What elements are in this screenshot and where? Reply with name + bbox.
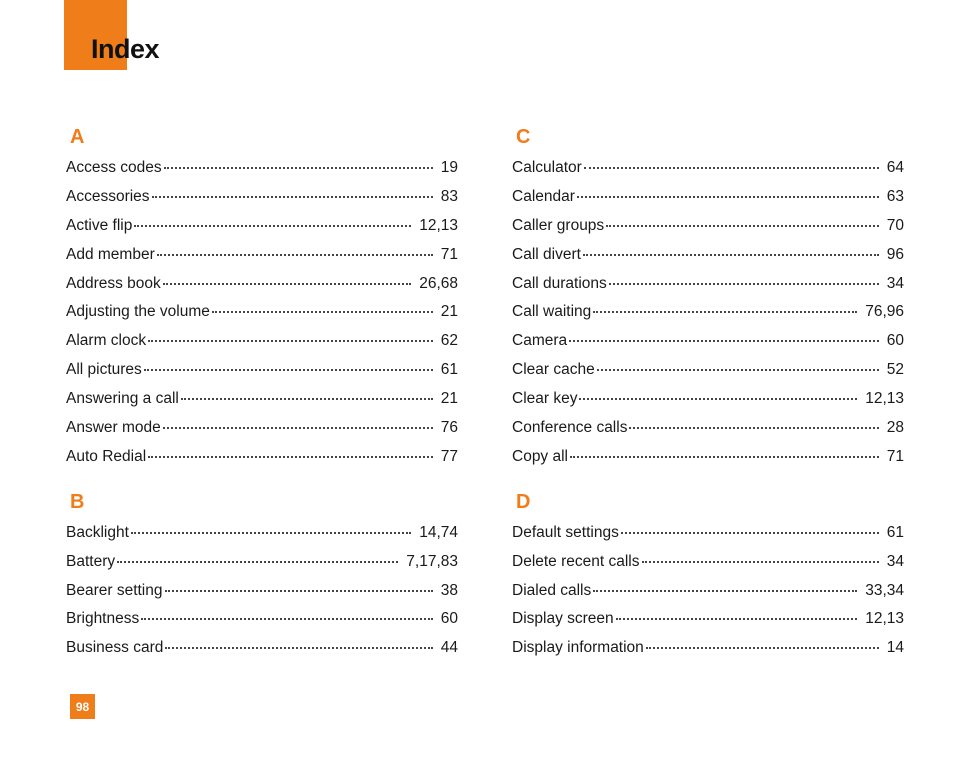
page-title: Index — [91, 34, 160, 64]
entry-page-ref: 26,68 — [419, 274, 458, 292]
entry-term: Camera — [512, 332, 568, 350]
entry-page-ref: 52 — [886, 361, 904, 379]
entry-page-ref: 76,96 — [865, 303, 904, 321]
index-entry — [66, 448, 458, 477]
index-entry — [66, 610, 458, 639]
section-letter: C — [516, 126, 531, 148]
index-entry — [512, 610, 904, 639]
entry-term: Answering a call — [66, 390, 179, 408]
dot-leader — [577, 196, 879, 198]
entry-page-ref: 83 — [440, 187, 458, 205]
entry-page-ref: 33,34 — [865, 581, 904, 599]
index-entry — [512, 188, 904, 217]
entry-term: Copy all — [512, 447, 568, 465]
entry-term: Answer mode — [66, 419, 161, 437]
entry-page-ref: 14 — [886, 639, 904, 657]
index-entry — [66, 419, 458, 448]
dot-leader — [165, 590, 433, 592]
dot-leader — [597, 369, 879, 371]
index-entry — [512, 361, 904, 390]
entry-term: Calendar — [512, 187, 575, 205]
index-entry — [66, 332, 458, 361]
index-column-left — [66, 123, 458, 668]
section-letter: B — [70, 490, 85, 513]
dot-leader — [646, 647, 879, 649]
entry-page-ref: 14,74 — [419, 523, 458, 541]
dot-leader — [164, 167, 433, 169]
index-entry — [512, 390, 904, 419]
entry-term: Add member — [66, 245, 155, 263]
entry-term: Delete recent calls — [512, 552, 640, 570]
index-entry — [512, 275, 904, 304]
index-entry — [66, 246, 458, 275]
entry-term: Default settings — [512, 523, 619, 541]
entry-page-ref: 21 — [440, 390, 458, 408]
entry-page-ref: 62 — [440, 332, 458, 350]
entry-page-ref: 77 — [440, 447, 458, 465]
index-entry — [512, 448, 904, 477]
entry-term: Alarm clock — [66, 332, 147, 350]
entry-page-ref: 64 — [886, 159, 904, 176]
dot-leader — [148, 340, 433, 342]
entry-page-ref: 38 — [440, 581, 458, 599]
dot-leader — [163, 283, 411, 285]
index-entry — [512, 524, 904, 553]
entry-page-ref: 34 — [886, 274, 904, 292]
entry-term: Call waiting — [512, 303, 592, 321]
entry-term: Accessories — [66, 187, 150, 205]
entry-page-ref: 44 — [440, 639, 458, 657]
entry-term: Display information — [512, 639, 644, 657]
entry-term: Caller groups — [512, 216, 605, 234]
dot-leader — [152, 196, 433, 198]
entry-page-ref: 71 — [440, 245, 458, 263]
entry-term: Address book — [66, 274, 161, 292]
entry-term: Conference calls — [512, 419, 628, 437]
page-number-badge: 98 — [70, 694, 95, 719]
entry-term: Battery — [66, 552, 116, 570]
index-entry — [512, 159, 904, 188]
dot-leader — [117, 561, 398, 563]
index-entry — [66, 524, 458, 553]
entry-term: Backlight — [66, 523, 129, 541]
entry-page-ref: 60 — [440, 610, 458, 628]
dot-leader — [583, 254, 879, 256]
entry-term: Active flip — [66, 216, 133, 234]
dot-leader — [629, 427, 878, 429]
index-section-a — [66, 123, 458, 477]
index-entry — [66, 188, 458, 217]
entry-term: Business card — [66, 639, 164, 657]
entry-term: Clear cache — [512, 361, 595, 379]
dot-leader — [212, 311, 433, 313]
index-entry — [66, 553, 458, 582]
index-entry — [66, 361, 458, 390]
index-section-b — [66, 488, 458, 668]
dot-leader — [606, 225, 879, 227]
dot-leader — [165, 647, 432, 649]
entry-term: Call divert — [512, 245, 581, 263]
dot-leader — [148, 456, 433, 458]
dot-leader — [579, 398, 857, 400]
index-column-right — [512, 123, 904, 668]
index-section-d — [512, 488, 904, 668]
index-entry — [66, 275, 458, 304]
dot-leader — [593, 590, 857, 592]
index-entry — [66, 217, 458, 246]
index-entry — [512, 332, 904, 361]
entry-term: Brightness — [66, 610, 140, 628]
dot-leader — [570, 456, 879, 458]
entry-term: Calculator — [512, 159, 582, 176]
entry-page-ref: 7,17,83 — [406, 552, 458, 570]
entry-term: Display screen — [512, 610, 614, 628]
entry-page-ref: 71 — [886, 447, 904, 465]
entry-page-ref: 19 — [440, 159, 458, 176]
entry-page-ref: 96 — [886, 245, 904, 263]
index-entry — [512, 553, 904, 582]
entry-page-ref: 61 — [440, 361, 458, 379]
entry-page-ref: 21 — [440, 303, 458, 321]
dot-leader — [642, 561, 879, 563]
index-entry — [512, 639, 904, 668]
index-entry — [512, 246, 904, 275]
index-entry — [66, 639, 458, 668]
entry-page-ref: 28 — [886, 419, 904, 437]
index-section-c — [512, 123, 904, 477]
entry-page-ref: 12,13 — [419, 216, 458, 234]
dot-leader — [141, 618, 433, 620]
entry-page-ref: 76 — [440, 419, 458, 437]
index-entry — [66, 582, 458, 611]
index-entry — [66, 159, 458, 188]
dot-leader — [134, 225, 411, 227]
entry-page-ref: 63 — [886, 187, 904, 205]
entry-term: Adjusting the volume — [66, 303, 210, 321]
entry-term: Bearer setting — [66, 581, 163, 599]
entry-page-ref: 12,13 — [865, 390, 904, 408]
dot-leader — [131, 532, 411, 534]
dot-leader — [593, 311, 857, 313]
index-entry — [66, 390, 458, 419]
dot-leader — [144, 369, 433, 371]
dot-leader — [616, 618, 858, 620]
entry-page-ref: 70 — [886, 216, 904, 234]
section-letter: A — [70, 126, 85, 148]
dot-leader — [621, 532, 879, 534]
dot-leader — [609, 283, 879, 285]
index-entry — [512, 303, 904, 332]
dot-leader — [181, 398, 433, 400]
index-entry — [512, 217, 904, 246]
index-entry — [512, 419, 904, 448]
dot-leader — [584, 167, 879, 169]
entry-page-ref: 12,13 — [865, 610, 904, 628]
entry-page-ref: 61 — [886, 523, 904, 541]
entry-page-ref: 34 — [886, 552, 904, 570]
entry-term: All pictures — [66, 361, 142, 379]
entry-term: Dialed calls — [512, 581, 592, 599]
index-entry — [512, 582, 904, 611]
index-entry — [66, 303, 458, 332]
dot-leader — [163, 427, 433, 429]
entry-term: Access codes — [66, 159, 162, 176]
entry-term: Auto Redial — [66, 447, 147, 465]
dot-leader — [569, 340, 879, 342]
dot-leader — [157, 254, 433, 256]
entry-page-ref: 60 — [886, 332, 904, 350]
section-letter: D — [516, 490, 531, 513]
entry-term: Call durations — [512, 274, 607, 292]
entry-term: Clear key — [512, 390, 578, 408]
